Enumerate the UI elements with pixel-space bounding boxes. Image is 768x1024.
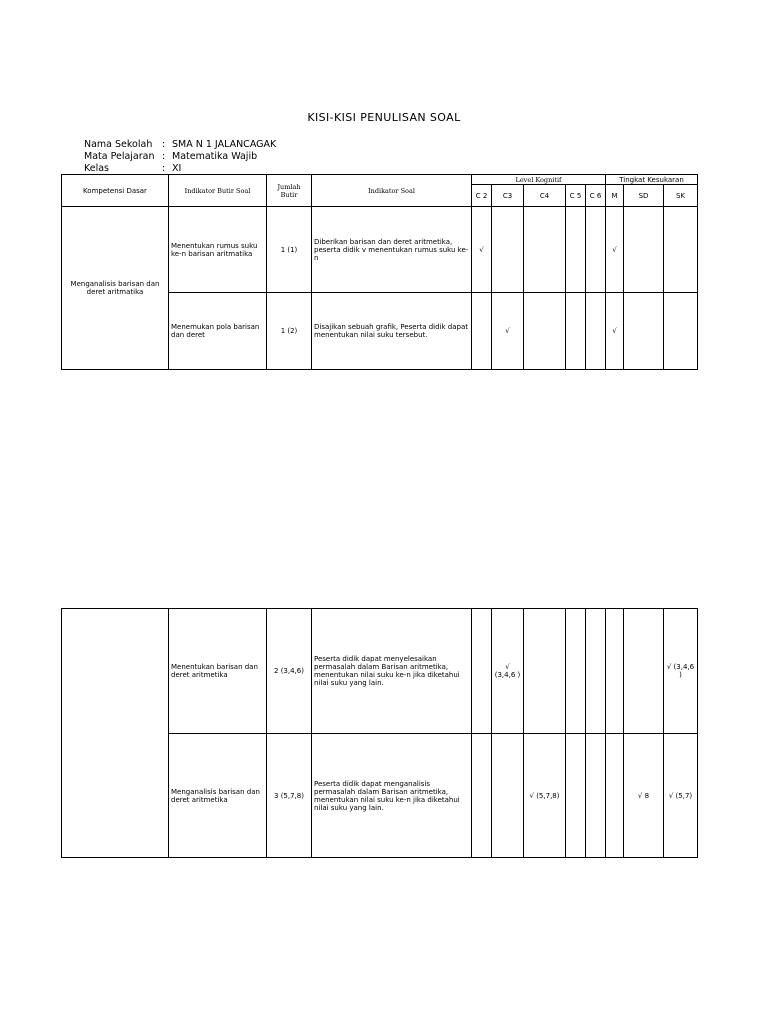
grid-table-page-2: [61, 608, 698, 858]
info-value: XI: [172, 163, 182, 174]
m-cell: [606, 734, 624, 858]
jumlah-butir-cell: 3 (5,7,8): [267, 734, 312, 858]
header-c2: C 2: [472, 185, 492, 207]
table-row: [62, 207, 698, 293]
c4-cell: [524, 293, 566, 370]
info-row-subject: [84, 151, 257, 163]
info-label: Mata Pelajaran: [84, 151, 155, 162]
indikator-butir-cell: Menentukan barisan dan deret aritmetika: [169, 609, 267, 734]
sd-cell: [624, 293, 664, 370]
grid-table-page-1: [61, 174, 698, 370]
c6-cell: [586, 609, 606, 734]
header-c3: C3: [492, 185, 524, 207]
table-row: [62, 609, 698, 734]
sd-cell: [624, 207, 664, 293]
info-value: Matematika Wajib: [172, 151, 258, 162]
m-cell: √: [606, 293, 624, 370]
c5-cell: [566, 609, 586, 734]
c6-cell: [586, 734, 606, 858]
kompetensi-dasar-cell: Menganalisis barisan dan deret aritmatika: [62, 207, 169, 370]
header-c6: C 6: [586, 185, 606, 207]
header-row: [62, 175, 698, 185]
sk-cell: √ (3,4,6 ): [664, 609, 698, 734]
sk-cell: [664, 207, 698, 293]
header-tingkat-kesukaran: Tingkat Kesukaran: [606, 175, 698, 185]
c5-cell: [566, 734, 586, 858]
info-sep: :: [162, 139, 166, 150]
sk-cell: [664, 293, 698, 370]
indikator-butir-cell: Menganalisis barisan dan deret aritmetika: [169, 734, 267, 858]
c2-cell: [472, 293, 492, 370]
m-cell: √: [606, 207, 624, 293]
c4-cell: √ (5,7,8): [524, 734, 566, 858]
c6-cell: [586, 293, 606, 370]
info-label: Nama Sekolah: [84, 139, 153, 150]
c3-cell: [492, 734, 524, 858]
header-sd: SD: [624, 185, 664, 207]
c2-cell: √: [472, 207, 492, 293]
jumlah-butir-cell: 2 (3,4,6): [267, 609, 312, 734]
c3-cell: √: [492, 293, 524, 370]
info-value: SMA N 1 JALANCAGAK: [172, 139, 277, 150]
c5-cell: [566, 207, 586, 293]
sd-cell: √ 8: [624, 734, 664, 858]
jumlah-butir-cell: 1 (2): [267, 293, 312, 370]
c4-cell: [524, 207, 566, 293]
c4-cell: [524, 609, 566, 734]
indikator-butir-cell: Menentukan rumus suku ke-n barisan aritmatika: [169, 207, 267, 293]
kompetensi-dasar-cell: [62, 609, 169, 858]
info-label: Kelas: [84, 163, 110, 174]
header-jumlah-butir: Jumlah Butir: [267, 175, 312, 207]
header-indikator-soal: Indikator Soal: [312, 175, 472, 207]
indikator-butir-cell: Menemukan pola barisan dan deret: [169, 293, 267, 370]
m-cell: [606, 609, 624, 734]
info-sep: :: [162, 151, 166, 162]
info-row-school: [84, 139, 276, 151]
c3-cell: [492, 207, 524, 293]
jumlah-butir-cell: 1 (1): [267, 207, 312, 293]
indikator-soal-cell: Peserta didik dapat menyelesaikan permasalah dalam Barisan aritmetika, menentukan nilai suku ke-n jika diketahui nilai suku yang lain.: [312, 609, 472, 734]
header-indikator-butir-soal: Indikator Butir Soal: [169, 175, 267, 207]
header-level-kognitif: Level Kognitif: [472, 175, 606, 185]
header-m: M: [606, 185, 624, 207]
header-c5: C 5: [566, 185, 586, 207]
sk-cell: √ (5,7): [664, 734, 698, 858]
info-sep: :: [162, 163, 166, 174]
header-sk: SK: [664, 185, 698, 207]
sd-cell: [624, 609, 664, 734]
header-c4: C4: [524, 185, 566, 207]
document-title: KISI-KISI PENULISAN SOAL: [307, 111, 461, 124]
c2-cell: [472, 609, 492, 734]
indikator-soal-cell: Diberikan barisan dan deret aritmetika, peserta didik v menentukan rumus suku ke-n: [312, 207, 472, 293]
header-kompetensi-dasar: Kompetensi Dasar: [62, 175, 169, 207]
c2-cell: [472, 734, 492, 858]
c3-cell: √ (3,4,6 ): [492, 609, 524, 734]
c6-cell: [586, 207, 606, 293]
indikator-soal-cell: Disajikan sebuah grafik, Peserta didik dapat menentukan nilai suku tersebut.: [312, 293, 472, 370]
indikator-soal-cell: Peserta didik dapat menganalisis permasalah dalam Barisan aritmetika, menentukan nilai suku ke-n jika diketahui nilai suku yang lain.: [312, 734, 472, 858]
c5-cell: [566, 293, 586, 370]
